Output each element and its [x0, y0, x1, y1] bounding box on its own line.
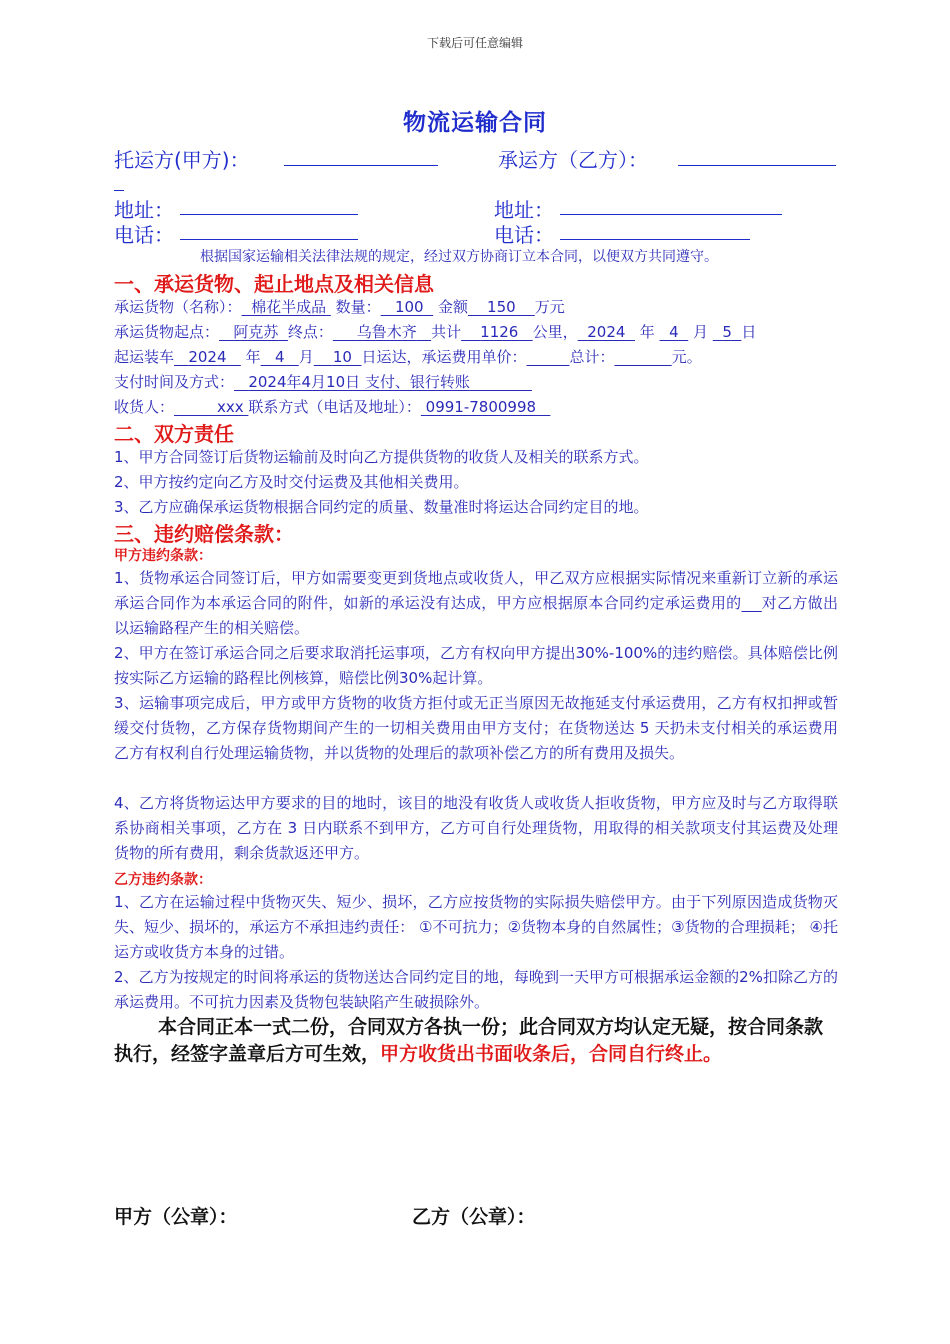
party-b-phone-label: 电话： — [494, 223, 554, 247]
origin-label: 承运货物起点： — [114, 323, 220, 341]
party-b-field-overflow — [114, 172, 124, 191]
party-b-address-label: 地址： — [494, 198, 554, 222]
party-a-breach-item-3: 3、运输事项完成后，甲方或甲方货物的收货方拒付或无正当原因无故拖延支付承运费用，乙方有权扣押或暂缓交付货物，乙方保存货物期间产生的一切相关费用由甲方支付；在货物送达 5 天扔未支付相关的承运费用乙方有权利自行处理运输货物，并以货物的处理后的款项补偿乙方的所有费用及损失。 — [114, 694, 838, 762]
party-a-seal-label: 甲方（公章）： — [114, 1206, 238, 1228]
party-a-label: 托运方(甲方)： — [114, 148, 250, 172]
total-field[interactable] — [614, 348, 671, 366]
amount-label: 金额 — [437, 298, 468, 316]
intro-text: 根据国家运输相关法律法规的规定，经过双方协商订立本合同，以便双方共同遵守。 — [200, 249, 718, 265]
party-a-breach-item-2: 2、甲方在签订承运合同之后要求取消托运事项，乙方有权向甲方提出30%-100%的违约赔偿。具体赔偿比例按实际乙方运输的路程比例核算，赔偿比例30%起计算。 — [114, 644, 838, 687]
unit-price-field[interactable] — [527, 348, 570, 366]
party-a-breach-subheading: 甲方违约条款： — [114, 548, 212, 564]
arrive-month[interactable]: 4 — [274, 348, 285, 366]
payment-label: 支付时间及方式： — [114, 373, 235, 391]
quantity-label: 数量： — [335, 298, 381, 316]
party-a-phone-field[interactable] — [180, 221, 358, 240]
total-label: 总计： — [569, 348, 615, 366]
cargo-name[interactable]: 棉花半成品 — [251, 298, 327, 316]
section1-heading: 一、承运货物、起止地点及相关信息 — [114, 272, 434, 296]
contact-value[interactable]: 0991-7800998 — [425, 398, 537, 416]
cargo-label: 承运货物（名称）： — [114, 298, 242, 316]
section2-heading: 二、双方责任 — [114, 422, 234, 446]
start-day[interactable]: 5 — [722, 323, 732, 341]
start-year[interactable]: 2024 — [587, 323, 626, 341]
party-a-breach-item-4: 4、乙方将货物运达甲方要求的目的地时，该目的地没有收货人或收货人拒收货物，甲方应及时与乙方取得联系协商相关事项，乙方在 3 日内联系不到甲方，乙方可自行处理货物，用取得的相关款项支付其运费及处理货物的所有费用，剩余货款返还甲方。 — [114, 794, 838, 862]
total-unit: 元。 — [671, 348, 702, 366]
cargo-line — [114, 296, 565, 317]
closing-termination: 甲方收货出书面收条后，合同自行终止。 — [380, 1043, 723, 1065]
party-b-seal-label: 乙方（公章）： — [412, 1206, 536, 1228]
distance-value[interactable]: 1126 — [480, 323, 519, 341]
duty-item-2: 2、甲方按约定向乙方及时交付运费及其他相关费用。 — [114, 473, 469, 491]
document-title: 物流运输合同 — [403, 110, 547, 136]
arrive-suffix: 日运达，承运费用单价： — [361, 348, 527, 366]
contact-label: 联系方式（电话及地址）： — [248, 398, 421, 416]
party-a-phone-label: 电话： — [114, 223, 174, 247]
payment-value[interactable]: 2024年4月10日 支付、银行转账 — [248, 373, 470, 391]
arrive-year[interactable]: 2024 — [188, 348, 227, 366]
party-a-breach-item-1: 1、货物承运合同签订后，甲方如需要变更到货地点或收货人，甲乙双方应根据实际情况来重新订立新的承运承运合同作为本承运合同的附件，如新的承运没有达成，甲方应根据原本合同约定承运费用的 对乙方做出以运输路程产生的相关赔偿。 — [114, 569, 838, 637]
section3-heading: 三、违约赔偿条款： — [114, 522, 294, 546]
start-month[interactable]: 4 — [669, 323, 679, 341]
party-b-address-field[interactable] — [560, 196, 782, 215]
loading-label: 起运装车 — [114, 348, 175, 366]
consignee-label: 收货人： — [114, 398, 175, 416]
party-b-field[interactable] — [678, 147, 836, 166]
arrive-day[interactable]: 10 — [332, 348, 352, 366]
consignee-line — [114, 396, 550, 417]
amount-unit: 万元 — [534, 298, 565, 316]
route-line: 承运货物起点： 阿克苏 终点： 乌鲁木齐 共计 1126 公里， 2024 年 4 月 5 日 — [114, 323, 757, 341]
closing-statement: 本合同正本一式二份，合同双方各执一份；此合同双方均认定无疑，按合同条款执行，经签字盖章后方可生效，甲方收货出书面收条后，合同自行终止。 — [114, 1016, 824, 1065]
dest-value[interactable]: 乌鲁木齐 — [356, 323, 417, 341]
party-b-breach-subheading: 乙方违约条款： — [114, 872, 212, 888]
party-b-label: 承运方（乙方）： — [498, 148, 648, 172]
origin-value[interactable]: 阿克苏 — [233, 323, 279, 341]
header-note: 下载后可任意编辑 — [426, 36, 523, 50]
compensation-blank[interactable] — [741, 594, 761, 612]
party-b-breach-item-1: 1、乙方在运输过程中货物灭失、短少、损坏，乙方应按货物的实际损失赔偿甲方。由于下列原因造成货物灭失、短少、损坏的，承运方不承担违约责任： ①不可抗力；②货物本身的自然属性；③货物的合理损耗； ④托运方或收货方本身的过错。 — [114, 893, 838, 961]
distance-label: 共计 — [431, 323, 462, 341]
amount-value[interactable]: 150 — [487, 298, 516, 316]
duty-item-3: 3、乙方应确保承运货物根据合同约定的质量、数量准时将运达合同约定目的地。 — [114, 498, 649, 516]
party-a-address-field[interactable] — [180, 196, 358, 215]
duty-item-1: 1、甲方合同签订后货物运输前及时向乙方提供货物的收货人及相关的联系方式。 — [114, 448, 649, 466]
party-b-phone-field[interactable] — [560, 221, 750, 240]
party-b-breach-item-2: 2、乙方为按规定的时间将承运的货物送达合同约定目的地，每晚到一天甲方可根据承运金额的2%扣除乙方的承运费用。不可抗力因素及货物包装缺陷产生破损除外。 — [114, 968, 838, 1011]
quantity-value[interactable]: 100 — [394, 298, 424, 316]
distance-unit: 公里， — [532, 323, 578, 341]
party-a-field[interactable] — [284, 147, 438, 166]
dest-label: 终点： — [287, 323, 333, 341]
party-a-address-label: 地址： — [114, 198, 174, 222]
consignee-value[interactable]: xxx — [216, 398, 244, 416]
payment-line — [114, 371, 532, 392]
schedule-line: 起运装车 2024 年 4 月 10 日运达，承运费用单价： 总计： 元。 — [114, 348, 702, 366]
